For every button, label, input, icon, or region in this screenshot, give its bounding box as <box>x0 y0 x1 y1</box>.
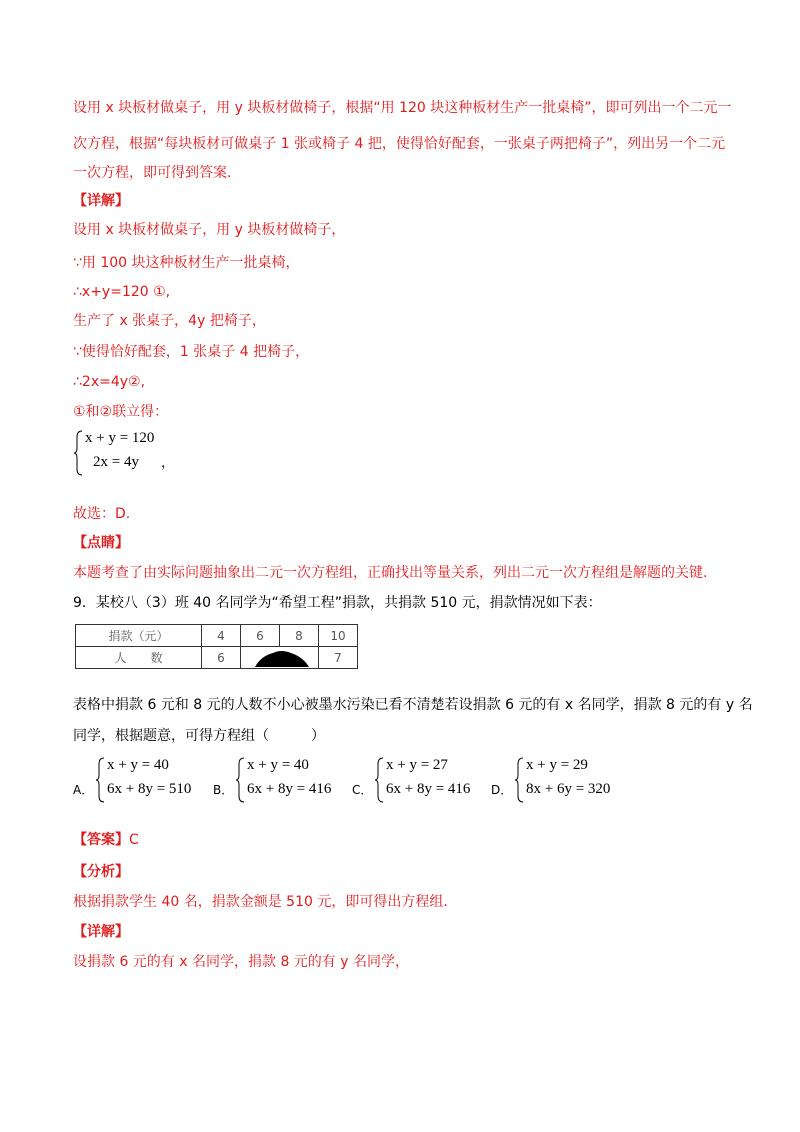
analysis-line-2: 次方程，根据“每块板材可做桌子 1 张或椅子 4 把，使得恰好配套，一张桌子两把椅子”，列出另一个二元 <box>73 136 726 152</box>
detail-line-3: ∴x+y=120 ①, <box>73 284 171 300</box>
question-9-title: 9．某校八（3）班 40 名同学为“希望工程”捐款，共捐款 510 元，捐款情况如下表： <box>73 595 602 611</box>
option-b-system <box>235 757 345 803</box>
detail-line-7: ①和②联立得： <box>73 404 169 420</box>
table-header-cell: 人 数 <box>76 647 202 669</box>
option-b-equation-2: 6x + 8y = 416 <box>247 781 332 797</box>
analysis-line-1: 设用 x 块板材做桌子，用 y 块板材做椅子，根据“用 120 块这种板材生产一批桌椅”，即可列出一个二元一 <box>73 100 732 116</box>
brace-icon <box>514 757 524 803</box>
option-c-equation-2: 6x + 8y = 416 <box>386 781 471 797</box>
option-b-label: B． <box>213 783 234 797</box>
option-a-equation-2: 6x + 8y = 510 <box>107 781 192 797</box>
table-cell: 4 <box>202 625 241 647</box>
table-cell: 8 <box>280 625 319 647</box>
table-row <box>76 647 358 669</box>
table-cell: 10 <box>319 625 358 647</box>
answer-value: C <box>129 832 139 848</box>
detail-line-5: ∵使得恰好配套，1 张桌子 4 把椅子， <box>73 344 310 360</box>
question-stem-line-2: 同学，根据题意，可得方程组（ ） <box>73 728 325 744</box>
system-equation-2: 2x = 4y <box>93 454 139 470</box>
detail-line-1: 设用 x 块板材做桌子，用 y 块板材做椅子， <box>73 222 346 238</box>
comment-heading: 【点睛】 <box>73 535 129 551</box>
option-c-label: C． <box>352 783 373 797</box>
brace-icon <box>95 757 105 803</box>
table-cell: 6 <box>202 647 241 669</box>
table-cell: 6 <box>241 625 280 647</box>
ink-stained-cells <box>241 647 319 669</box>
choose-answer: 故选：D. <box>73 506 131 522</box>
ink-stain-icon <box>241 647 317 668</box>
option-d-label: D． <box>491 783 513 797</box>
table-row <box>76 625 358 647</box>
detail2-heading: 【详解】 <box>73 924 129 940</box>
option-d-equation-2: 8x + 6y = 320 <box>526 781 611 797</box>
detail-line-2: ∵用 100 块这种板材生产一批桌椅， <box>73 255 300 271</box>
brace-icon <box>374 757 384 803</box>
system-equation-1: x + y = 120 <box>85 430 155 446</box>
detail2-text: 设捐款 6 元的有 x 名同学，捐款 8 元的有 y 名同学， <box>73 954 409 970</box>
detail-line-4: 生产了 x 张桌子，4y 把椅子， <box>73 313 266 329</box>
system-comma: ， <box>161 456 175 471</box>
detail-line-6: ∴2x=4y②, <box>73 374 146 390</box>
option-d-equation-1: x + y = 29 <box>526 757 588 773</box>
table-header-cell: 捐款（元） <box>76 625 202 647</box>
analysis-line-3: 一次方程，即可得到答案. <box>73 165 232 181</box>
brace-icon <box>235 757 245 803</box>
answer-heading: 【答案】 <box>73 832 129 848</box>
option-a-label: A． <box>73 783 94 797</box>
option-c-system <box>374 757 484 803</box>
answer-line <box>73 830 139 850</box>
option-d-system <box>514 757 624 803</box>
brace-icon <box>73 430 83 476</box>
donation-table <box>75 624 358 669</box>
question-stem-line-1: 表格中捐款 6 元和 8 元的人数不小心被墨水污染已看不清楚若设捐款 6 元的有 x 名同学，捐款 8 元的有 y 名 <box>73 697 753 713</box>
comment-text: 本题考查了由实际问题抽象出二元一次方程组，正确找出等量关系，列出二元一次方程组是解题的关键. <box>73 565 708 581</box>
option-c-equation-1: x + y = 27 <box>386 757 448 773</box>
analysis2-text: 根据捐款学生 40 名，捐款金额是 510 元，即可得出方程组. <box>73 894 448 910</box>
table-cell: 7 <box>319 647 358 669</box>
option-a-system <box>95 757 205 803</box>
detail-heading: 【详解】 <box>73 193 129 209</box>
option-a-equation-1: x + y = 40 <box>107 757 169 773</box>
option-b-equation-1: x + y = 40 <box>247 757 309 773</box>
analysis2-heading: 【分析】 <box>73 864 129 880</box>
equation-system <box>73 430 193 476</box>
